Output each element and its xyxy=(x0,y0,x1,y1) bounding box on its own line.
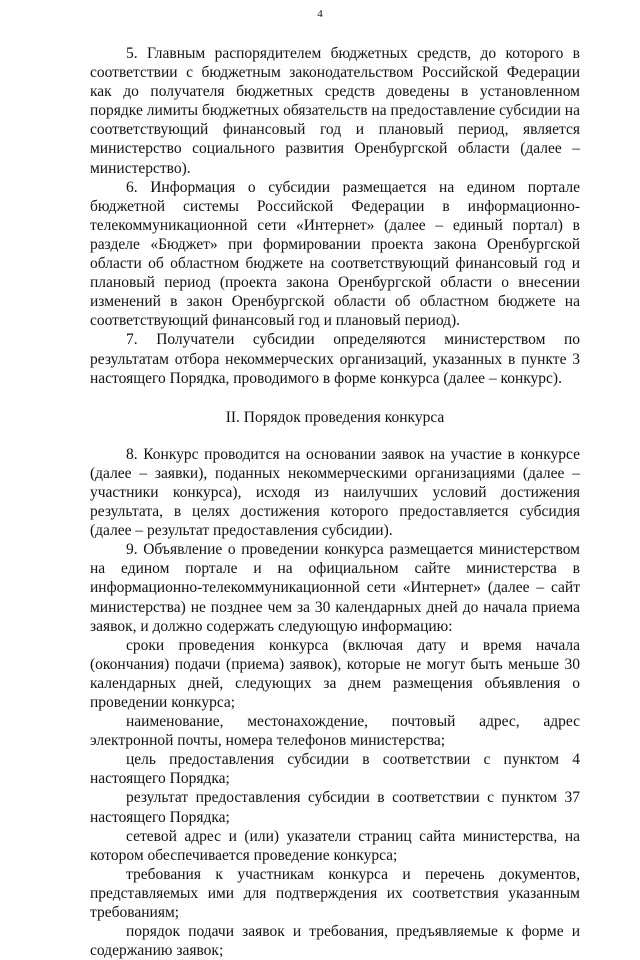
paragraph-6: 6. Информация о субсидии размещается на едином портале бюджетной системы Российской Федерации в информационно-телекоммуникационной сети «Интернет» (далее – единый портал) в разделе «Бюджет» при формировании проекта закона Оренбургской области об областном бюджете на соответствующий финансовый год и плановый период (проекта закона Оренбургской области о внесении изменений в закон Оренбургской области об областном бюджете на соответствующий финансовый год и плановый период). xyxy=(90,178,580,330)
paragraph-9: 9. Объявление о проведении конкурса размещается министерством на едином портале и на официальном сайте министерства в информационно-телекоммуникационной сети «Интернет» (далее – сайт министерства) не позднее чем за 30 календарных дней до начала приема заявок, и должно содержать следующую информацию: xyxy=(90,541,580,635)
list-item-requirements: требования к участникам конкурса и перечень документов, представляемых ими для подтверждения их соответствия указанным требованиям; xyxy=(90,865,580,922)
list-item-submission-procedure: порядок подачи заявок и требования, предъявляемые к форме и содержанию заявок; xyxy=(90,923,580,960)
page-number: 4 xyxy=(317,8,323,20)
list-item-terms: сроки проведения конкурса (включая дату и время начала (окончания) подачи (приема) заявок), которые не могут быть меньше 30 календарных дней, следующих за днем размещения объявления о проведении конкурса; xyxy=(90,636,580,711)
paragraph-5: 5. Главным распорядителем бюджетных средств, до которого в соответствии с бюджетным законодательством Российской Федерации как до получателя бюджетных средств доведены в установленном порядке лимиты бюджетных обязательств на предоставление субсидии на соответствующий финансовый год и плановый период, является министерство социального развития Оренбургской области (далее – министерство). xyxy=(90,45,580,177)
paragraph-8: 8. Конкурс проводится на основании заявок на участие в конкурсе (далее – заявки), поданных некоммерческими организациями (далее – участники конкурса), исходя из наилучших условий достижения результата, в целях достижения которого предоставляется субсидия (далее – результат предоставления субсидии). xyxy=(90,445,580,540)
paragraph-7: 7. Получатели субсидии определяются министерством по результатам отбора некоммерческих организаций, указанных в пункте 3 настоящего Порядка, проводимого в форме конкурса (далее – конкурс). xyxy=(90,331,580,387)
section-heading: II. Порядок проведения конкурса xyxy=(225,408,445,426)
list-item-network-address: сетевой адрес и (или) указатели страниц сайта министерства, на котором обеспечивается проведение конкурса; xyxy=(90,827,580,864)
list-item-name-address: наименование, местонахождение, почтовый адрес, адрес электронной почты, номера телефонов министерства; xyxy=(90,713,580,750)
list-item-purpose: цель предоставления субсидии в соответствии с пунктом 4 настоящего Порядка; xyxy=(90,751,580,788)
list-item-result: результат предоставления субсидии в соответствии с пунктом 37 настоящего Порядка; xyxy=(90,789,580,826)
document-body xyxy=(90,44,580,960)
